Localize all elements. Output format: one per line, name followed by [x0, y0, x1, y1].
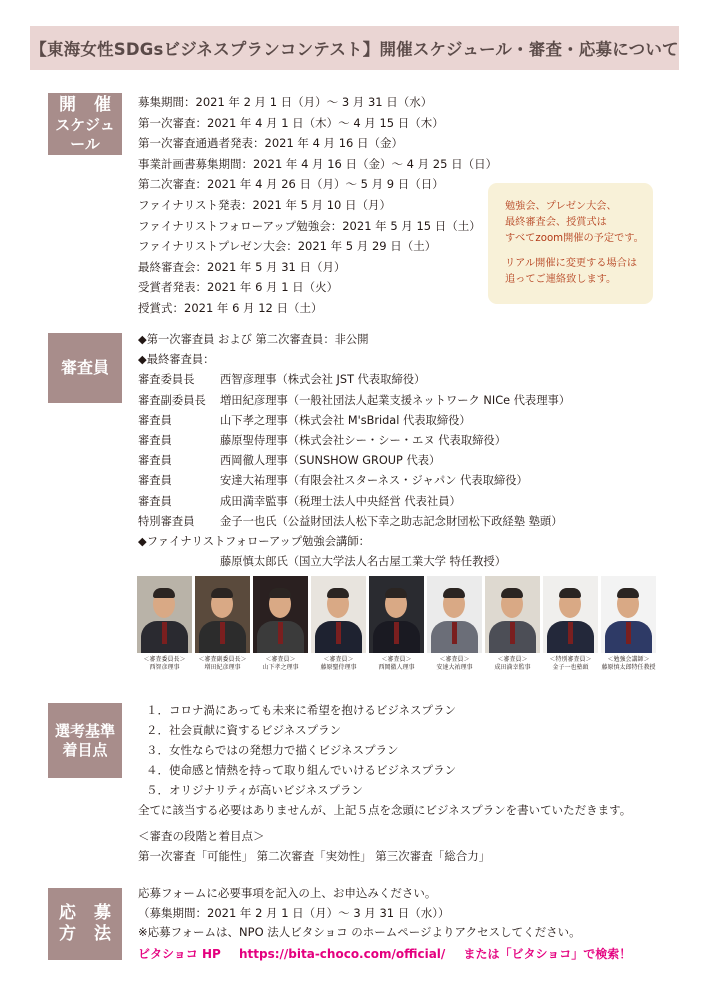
judge-photo-card	[253, 576, 311, 672]
apply-label-line2: 方 法	[59, 924, 117, 944]
criteria-list	[138, 700, 631, 866]
zoom-note-box	[488, 183, 653, 304]
schedule-item: 授賞式：2021 年 6 月 12 日（土）	[138, 300, 323, 315]
judge-name: 山下孝之理事（株式会社 M'sBridal 代表取締役）	[220, 413, 471, 427]
photo-role: ＜審査員＞	[439, 656, 470, 663]
apply-label	[48, 888, 122, 960]
criteria-label	[48, 703, 122, 778]
apply-line: 応募フォームに必要事項を記入の上、お申込みください。	[138, 886, 437, 900]
schedule-label	[48, 93, 122, 155]
schedule-list	[138, 92, 497, 319]
photo-role: ＜審査員＞	[265, 656, 296, 663]
judges-line: ◆最終審査員：	[138, 353, 215, 367]
photo-caption	[543, 656, 598, 672]
criteria-item: ５．オリジナリティが高いビジネスプラン	[146, 783, 364, 798]
judge-photo-card	[137, 576, 195, 672]
schedule-item: 募集期間：2021 年 2 月 1 日（月）～ 3 月 31 日（水）	[138, 95, 433, 109]
portrait-image	[369, 576, 424, 653]
photo-role: ＜審査副委員長＞	[198, 656, 247, 663]
portrait-image	[195, 576, 250, 653]
photo-name: 西智彦理事	[149, 664, 180, 671]
photo-name: 藤原聖侍理事	[320, 664, 357, 671]
search-text: または「ビタショコ」で検索！	[463, 946, 632, 961]
hp-label: ビタショコ HP	[138, 946, 221, 961]
portrait-image	[137, 576, 192, 653]
page-title: 【東海女性SDGsビジネスプランコンテスト】開催スケジュール・審査・応募について	[30, 40, 679, 59]
judge-row	[138, 411, 570, 431]
criteria-summary: 全てに該当する必要はありませんが、上記５点を念頭にビジネスプランを書いていただきます。	[138, 803, 632, 818]
judges-line: ◆第一次審査員 および 第二次審査員：非公開	[138, 333, 369, 346]
portrait-image	[543, 576, 598, 653]
judge-role: 審査員	[138, 494, 172, 508]
judge-photo-card	[601, 576, 659, 672]
schedule-item: ファイナリストプレゼン大会：2021 年 5 月 29 日（土）	[138, 239, 437, 254]
photo-name: 藤原慎太郎特任教授	[601, 664, 656, 671]
schedule-item: ファイナリストフォローアップ勉強会：2021 年 5 月 15 日（土）	[138, 218, 481, 233]
apply-link-row	[138, 945, 645, 965]
judge-role: 審査員	[138, 413, 172, 427]
judge-photos	[137, 576, 659, 672]
photo-caption	[485, 656, 540, 672]
judge-photo-card	[427, 576, 485, 672]
judge-row	[138, 370, 570, 390]
schedule-item: 第一次審査通過者発表：2021 年 4 月 16 日（金）	[138, 136, 403, 151]
criteria-item: １．コロナ渦にあっても未来に希望を抱けるビジネスプラン	[146, 703, 457, 717]
apply-label-line1: 応 募	[59, 902, 117, 923]
stage-title: ＜審査の段階と着目点＞	[138, 828, 265, 843]
portrait-image	[601, 576, 656, 653]
photo-role: ＜審査員＞	[323, 656, 354, 663]
apply-section	[138, 884, 645, 964]
judge-name: 西智彦理事（株式会社 JST 代表取締役）	[220, 373, 426, 387]
lecturer-name: 藤原慎太郎氏（国立大学法人名古屋工業大学 特任教授）	[220, 555, 507, 569]
portrait-image	[311, 576, 366, 653]
photo-role: ＜審査員＞	[497, 656, 528, 663]
judge-row	[138, 431, 570, 451]
schedule-item: ファイナリスト発表：2021 年 5 月 10 日（月）	[138, 197, 392, 212]
photo-role: ＜審査委員長＞	[143, 656, 186, 663]
photo-name: 成田満幸監事	[494, 664, 531, 671]
photo-caption	[311, 656, 366, 672]
schedule-item: 事業計画書募集期間：2021 年 4 月 16 日（金）～ 4 月 25 日（日）	[138, 156, 498, 171]
criteria-item: ４．使命感と情熱を持って取り組んでいけるビジネスプラン	[146, 763, 457, 778]
note-line: 最終審査会、授賞式は	[505, 217, 607, 228]
photo-name: 安達大祐理事	[436, 664, 473, 671]
photo-name: 西岡徹人理事	[378, 664, 415, 671]
judge-role: 審査員	[138, 454, 172, 468]
judges-label-text: 審査員	[60, 358, 109, 377]
criteria-item: ３．女性ならではの発想力で描くビジネスプラン	[146, 743, 399, 758]
judge-photo-card	[311, 576, 369, 672]
stage-list: 第一次審査「可能性」 第二次審査「実効性」 第三次審査「総合力」	[138, 848, 491, 863]
page-header	[30, 26, 679, 70]
photo-role: ＜特別審査員＞	[549, 656, 592, 663]
judge-name: 成田満幸監事（税理士法人中央経営 代表社員）	[220, 494, 461, 508]
schedule-item: 受賞者発表：2021 年 6 月 1 日（火）	[138, 280, 339, 295]
judge-row	[138, 492, 570, 512]
judge-name: 西岡徹人理事（SUNSHOW GROUP 代表）	[220, 454, 441, 468]
schedule-item: 第一次審査：2021 年 4 月 1 日（木）～ 4 月 15 日（木）	[138, 115, 444, 130]
photo-caption	[601, 656, 656, 672]
judge-name: 藤原聖侍理事（株式会社シー・シー・エヌ 代表取締役）	[220, 434, 507, 448]
criteria-label-line1: 選考基準	[54, 721, 115, 740]
photo-role: ＜審査員＞	[381, 656, 412, 663]
judge-row	[138, 471, 570, 491]
judge-photo-card	[195, 576, 253, 672]
judges-list	[138, 330, 570, 572]
judge-role: 審査副委員長	[138, 393, 206, 407]
criteria-label-line2: 着目点	[62, 740, 108, 759]
lecturer-title: ◆ファイナリストフォローアップ勉強会講師：	[138, 535, 370, 549]
photo-caption	[427, 656, 482, 672]
judge-name: 金子一也氏（公益財団法人松下幸之助志記念財団松下政経塾 塾頭）	[220, 514, 563, 528]
photo-caption	[137, 656, 192, 672]
apply-line: ※応募フォームは、NPO 法人ビタショコ のホームページよりアクセスしてください。	[138, 925, 581, 940]
schedule-item: 第二次審査：2021 年 4 月 26 日（月）～ 5 月 9 日（日）	[138, 177, 444, 192]
photo-caption	[369, 656, 424, 672]
judge-row	[138, 512, 570, 532]
judge-role: 審査員	[138, 434, 172, 448]
judge-role: 特別審査員	[138, 514, 195, 528]
schedule-label-line2: スケジュール	[55, 115, 115, 153]
photo-caption	[195, 656, 250, 672]
photo-role: ＜勉強会講師＞	[607, 656, 650, 663]
judge-row	[138, 391, 570, 411]
judge-row	[138, 451, 570, 471]
portrait-image	[253, 576, 308, 653]
apply-line: （募集期間：2021 年 2 月 1 日（月）～ 3 月 31 日（水））	[138, 905, 450, 920]
judges-label	[48, 333, 122, 403]
judge-photo-card	[485, 576, 543, 672]
note-line: すべてzoom開催の予定です。	[505, 233, 644, 244]
judge-name: 安達大祐理事（有限会社スターネス・ジャパン 代表取締役）	[220, 474, 528, 488]
hp-url-link[interactable]: https://bita-choco.com/official/	[238, 946, 446, 961]
photo-name: 山下孝之理事	[262, 664, 299, 671]
judge-photo-card	[369, 576, 427, 672]
note-line: 追ってご連絡致します。	[505, 274, 617, 285]
portrait-image	[427, 576, 482, 653]
note-line: リアル開催に変更する場合は	[505, 258, 638, 269]
judge-role: 審査委員長	[138, 373, 195, 387]
portrait-image	[485, 576, 540, 653]
photo-caption	[253, 656, 308, 672]
lecturer-row	[138, 552, 570, 572]
judge-role: 審査員	[138, 474, 172, 488]
criteria-item: ２．社会貢献に資するビジネスプラン	[146, 723, 342, 738]
photo-name: 増田紀彦理事	[204, 664, 241, 671]
judge-photo-card	[543, 576, 601, 672]
note-line: 勉強会、プレゼン大会、	[505, 201, 617, 212]
photo-name: 金子一也塾頭	[552, 664, 589, 671]
judge-name: 増田紀彦理事（一般社団法人起業支援ネットワーク NICe 代表理事）	[220, 393, 571, 407]
schedule-label-line1: 開 催	[59, 94, 117, 115]
schedule-item: 最終審査会：2021 年 5 月 31 日（月）	[138, 259, 346, 274]
